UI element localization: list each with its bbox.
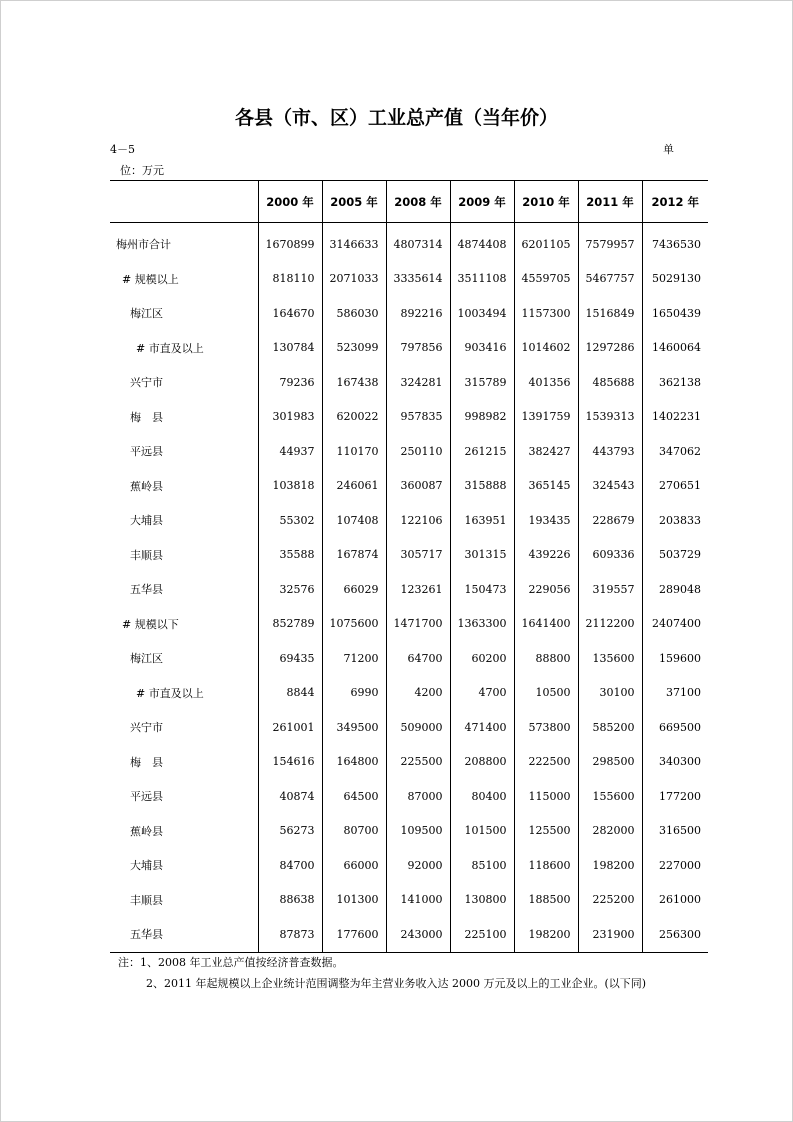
table-cell: 84700 <box>258 848 322 883</box>
table-cell: 198200 <box>578 848 642 883</box>
table-number: 4－5 <box>110 143 135 156</box>
table-cell: 37100 <box>642 676 708 711</box>
table-cell: 609336 <box>578 538 642 573</box>
table-cell: 10500 <box>514 676 578 711</box>
row-label <box>110 434 258 469</box>
table-cell: 69435 <box>258 641 322 676</box>
table-cell: 1670899 <box>258 223 322 262</box>
row-label-text: 梅 县 <box>130 410 163 424</box>
table-cell: 250110 <box>386 434 450 469</box>
row-label <box>110 710 258 745</box>
row-label <box>110 331 258 366</box>
unit-label-part2: 位：万元 <box>120 164 164 177</box>
table-cell: 1363300 <box>450 607 514 642</box>
table-cell: 198200 <box>514 917 578 952</box>
table-cell: 1157300 <box>514 296 578 331</box>
table-cell: 315789 <box>450 365 514 400</box>
table-cell: 523099 <box>322 331 386 366</box>
column-header: 2010 年 <box>514 181 578 223</box>
table-cell: 159600 <box>642 641 708 676</box>
table-cell: 188500 <box>514 883 578 918</box>
table-cell: 177600 <box>322 917 386 952</box>
table-cell: 4874408 <box>450 223 514 262</box>
row-label-text: 丰顺县 <box>130 548 163 562</box>
table-cell: 130800 <box>450 883 514 918</box>
row-label-text: # 市直及以上 <box>136 686 204 700</box>
table-cell: 347062 <box>642 434 708 469</box>
row-label <box>110 296 258 331</box>
table-cell: 360087 <box>386 469 450 504</box>
table-cell: 4700 <box>450 676 514 711</box>
column-header: 2000 年 <box>258 181 322 223</box>
table-cell: 289048 <box>642 572 708 607</box>
table-cell: 6990 <box>322 676 386 711</box>
table-cell: 1460064 <box>642 331 708 366</box>
table-cell: 225100 <box>450 917 514 952</box>
table-cell: 7579957 <box>578 223 642 262</box>
table-cell: 56273 <box>258 814 322 849</box>
table-cell: 2407400 <box>642 607 708 642</box>
table-cell: 107408 <box>322 503 386 538</box>
row-label-text: 大埔县 <box>130 514 163 528</box>
table-cell: 122106 <box>386 503 450 538</box>
table-cell: 818110 <box>258 262 322 297</box>
table-row <box>110 572 708 607</box>
footnote-1: 注：1、2008 年工业总产值按经济普查数据。 <box>118 956 344 969</box>
row-label-text: 兴宁市 <box>130 376 163 390</box>
table-cell: 203833 <box>642 503 708 538</box>
table-cell: 298500 <box>578 745 642 780</box>
row-label-text: 梅江区 <box>130 652 163 666</box>
table-cell: 88800 <box>514 641 578 676</box>
table-cell: 101300 <box>322 883 386 918</box>
table-cell: 282000 <box>578 814 642 849</box>
table-cell: 225200 <box>578 883 642 918</box>
table-cell: 2112200 <box>578 607 642 642</box>
row-label <box>110 641 258 676</box>
row-label-text: 丰顺县 <box>130 893 163 907</box>
table-cell: 66000 <box>322 848 386 883</box>
row-label-text: 平远县 <box>130 445 163 459</box>
column-header: 2005 年 <box>322 181 386 223</box>
row-label-text: 蕉岭县 <box>130 479 163 493</box>
table-cell: 1075600 <box>322 607 386 642</box>
table-row <box>110 434 708 469</box>
table-cell: 1516849 <box>578 296 642 331</box>
column-header: 2008 年 <box>386 181 450 223</box>
table-cell: 222500 <box>514 745 578 780</box>
table-cell: 443793 <box>578 434 642 469</box>
row-label <box>110 848 258 883</box>
table-cell: 998982 <box>450 400 514 435</box>
table-cell: 163951 <box>450 503 514 538</box>
row-label <box>110 814 258 849</box>
table-cell: 585200 <box>578 710 642 745</box>
table-cell: 44937 <box>258 434 322 469</box>
table-cell: 3335614 <box>386 262 450 297</box>
table-cell: 225500 <box>386 745 450 780</box>
table-cell: 3146633 <box>322 223 386 262</box>
table-cell: 1650439 <box>642 296 708 331</box>
table-row <box>110 883 708 918</box>
row-label-text: 梅州市合计 <box>116 238 171 252</box>
table-cell: 87000 <box>386 779 450 814</box>
table-cell: 903416 <box>450 331 514 366</box>
table-cell: 101500 <box>450 814 514 849</box>
table-cell: 315888 <box>450 469 514 504</box>
table-cell: 1402231 <box>642 400 708 435</box>
table-row <box>110 538 708 573</box>
table-row <box>110 779 708 814</box>
row-label-text: # 规模以上 <box>122 272 179 286</box>
footnote-2: 2、2011 年起规模以上企业统计范围调整为年主营业务收入达 2000 万元及以上的工业企业。(以下同) <box>146 977 647 990</box>
table-cell: 227000 <box>642 848 708 883</box>
table-cell: 123261 <box>386 572 450 607</box>
row-label-text: # 市直及以上 <box>136 341 204 355</box>
table-cell: 4807314 <box>386 223 450 262</box>
row-label-text: 平远县 <box>130 790 163 804</box>
table-row <box>110 296 708 331</box>
table-cell: 167438 <box>322 365 386 400</box>
table-cell: 125500 <box>514 814 578 849</box>
table-cell: 4200 <box>386 676 450 711</box>
row-label-text: 兴宁市 <box>130 721 163 735</box>
table-cell: 92000 <box>386 848 450 883</box>
table-cell: 1539313 <box>578 400 642 435</box>
row-label-text: 梅江区 <box>130 307 163 321</box>
table-cell: 349500 <box>322 710 386 745</box>
table-row <box>110 400 708 435</box>
table-cell: 30100 <box>578 676 642 711</box>
table-body <box>110 223 708 953</box>
table-row <box>110 848 708 883</box>
table-cell: 141000 <box>386 883 450 918</box>
table-row <box>110 331 708 366</box>
table-cell: 365145 <box>514 469 578 504</box>
table-cell: 509000 <box>386 710 450 745</box>
table-cell: 130784 <box>258 331 322 366</box>
table-row <box>110 814 708 849</box>
table-cell: 382427 <box>514 434 578 469</box>
table-cell: 261001 <box>258 710 322 745</box>
table-cell: 71200 <box>322 641 386 676</box>
row-label <box>110 676 258 711</box>
table-cell: 471400 <box>450 710 514 745</box>
row-label <box>110 365 258 400</box>
column-header: 2011 年 <box>578 181 642 223</box>
table-cell: 164670 <box>258 296 322 331</box>
table-cell: 2071033 <box>322 262 386 297</box>
row-label <box>110 469 258 504</box>
row-label <box>110 572 258 607</box>
table-cell: 115000 <box>514 779 578 814</box>
table-cell: 231900 <box>578 917 642 952</box>
table-cell: 1641400 <box>514 607 578 642</box>
table-cell: 164800 <box>322 745 386 780</box>
table-cell: 110170 <box>322 434 386 469</box>
column-header: 2012 年 <box>642 181 708 223</box>
table-cell: 85100 <box>450 848 514 883</box>
table-cell: 118600 <box>514 848 578 883</box>
table-cell: 305717 <box>386 538 450 573</box>
row-label <box>110 745 258 780</box>
table-cell: 797856 <box>386 331 450 366</box>
table-cell: 5029130 <box>642 262 708 297</box>
table-cell: 669500 <box>642 710 708 745</box>
table-cell: 573800 <box>514 710 578 745</box>
table-cell: 55302 <box>258 503 322 538</box>
table-cell: 401356 <box>514 365 578 400</box>
table-cell: 228679 <box>578 503 642 538</box>
table-cell: 362138 <box>642 365 708 400</box>
table-cell: 6201105 <box>514 223 578 262</box>
table-cell: 3511108 <box>450 262 514 297</box>
row-label-text: 五华县 <box>130 583 163 597</box>
table-cell: 66029 <box>322 572 386 607</box>
table-cell: 8844 <box>258 676 322 711</box>
row-label-text: 五华县 <box>130 928 163 942</box>
table-cell: 4559705 <box>514 262 578 297</box>
table-cell: 852789 <box>258 607 322 642</box>
table-row <box>110 607 708 642</box>
table-cell: 155600 <box>578 779 642 814</box>
table-row <box>110 223 708 262</box>
row-label <box>110 262 258 297</box>
table-cell: 957835 <box>386 400 450 435</box>
table-cell: 87873 <box>258 917 322 952</box>
table-cell: 586030 <box>322 296 386 331</box>
row-label-text: # 规模以下 <box>122 617 179 631</box>
table-cell: 270651 <box>642 469 708 504</box>
table-cell: 80400 <box>450 779 514 814</box>
row-label <box>110 538 258 573</box>
table-cell: 256300 <box>642 917 708 952</box>
table-cell: 32576 <box>258 572 322 607</box>
unit-label-part1: 单 <box>663 143 674 156</box>
table-row <box>110 365 708 400</box>
row-label <box>110 917 258 952</box>
table-cell: 60200 <box>450 641 514 676</box>
table-cell: 1014602 <box>514 331 578 366</box>
page-title: 各县（市、区）工业总产值（当年价） <box>234 107 558 129</box>
table-cell: 243000 <box>386 917 450 952</box>
table-cell: 64500 <box>322 779 386 814</box>
row-label <box>110 779 258 814</box>
table-cell: 1297286 <box>578 331 642 366</box>
row-label <box>110 607 258 642</box>
table-cell: 892216 <box>386 296 450 331</box>
table-cell: 80700 <box>322 814 386 849</box>
table-row <box>110 641 708 676</box>
row-label <box>110 400 258 435</box>
table-cell: 324543 <box>578 469 642 504</box>
table-cell: 79236 <box>258 365 322 400</box>
table-cell: 103818 <box>258 469 322 504</box>
table-cell: 229056 <box>514 572 578 607</box>
table-cell: 64700 <box>386 641 450 676</box>
table-cell: 485688 <box>578 365 642 400</box>
table-cell: 5467757 <box>578 262 642 297</box>
table-cell: 7436530 <box>642 223 708 262</box>
row-label <box>110 223 258 262</box>
row-label <box>110 883 258 918</box>
table-cell: 1471700 <box>386 607 450 642</box>
row-label-text: 蕉岭县 <box>130 824 163 838</box>
table-cell: 109500 <box>386 814 450 849</box>
table-row <box>110 469 708 504</box>
table-cell: 246061 <box>322 469 386 504</box>
table-cell: 301315 <box>450 538 514 573</box>
table-row <box>110 710 708 745</box>
table-cell: 1391759 <box>514 400 578 435</box>
table-cell: 503729 <box>642 538 708 573</box>
table-cell: 193435 <box>514 503 578 538</box>
table-cell: 319557 <box>578 572 642 607</box>
header-row <box>110 181 708 223</box>
table-cell: 167874 <box>322 538 386 573</box>
table-row <box>110 503 708 538</box>
table-cell: 340300 <box>642 745 708 780</box>
row-label-text: 梅 县 <box>130 755 163 769</box>
table-cell: 316500 <box>642 814 708 849</box>
table-cell: 324281 <box>386 365 450 400</box>
table-cell: 261215 <box>450 434 514 469</box>
table-row <box>110 262 708 297</box>
column-header: 2009 年 <box>450 181 514 223</box>
table-cell: 40874 <box>258 779 322 814</box>
table-cell: 154616 <box>258 745 322 780</box>
table-cell: 301983 <box>258 400 322 435</box>
table-cell: 208800 <box>450 745 514 780</box>
table-row <box>110 917 708 952</box>
table-cell: 439226 <box>514 538 578 573</box>
table-row <box>110 676 708 711</box>
row-label <box>110 503 258 538</box>
table-cell: 177200 <box>642 779 708 814</box>
table-cell: 620022 <box>322 400 386 435</box>
table-row <box>110 745 708 780</box>
table-cell: 135600 <box>578 641 642 676</box>
column-header <box>110 181 258 223</box>
table-cell: 88638 <box>258 883 322 918</box>
row-label-text: 大埔县 <box>130 859 163 873</box>
table-cell: 35588 <box>258 538 322 573</box>
table-cell: 150473 <box>450 572 514 607</box>
data-table <box>110 180 708 953</box>
table-cell: 261000 <box>642 883 708 918</box>
table-cell: 1003494 <box>450 296 514 331</box>
